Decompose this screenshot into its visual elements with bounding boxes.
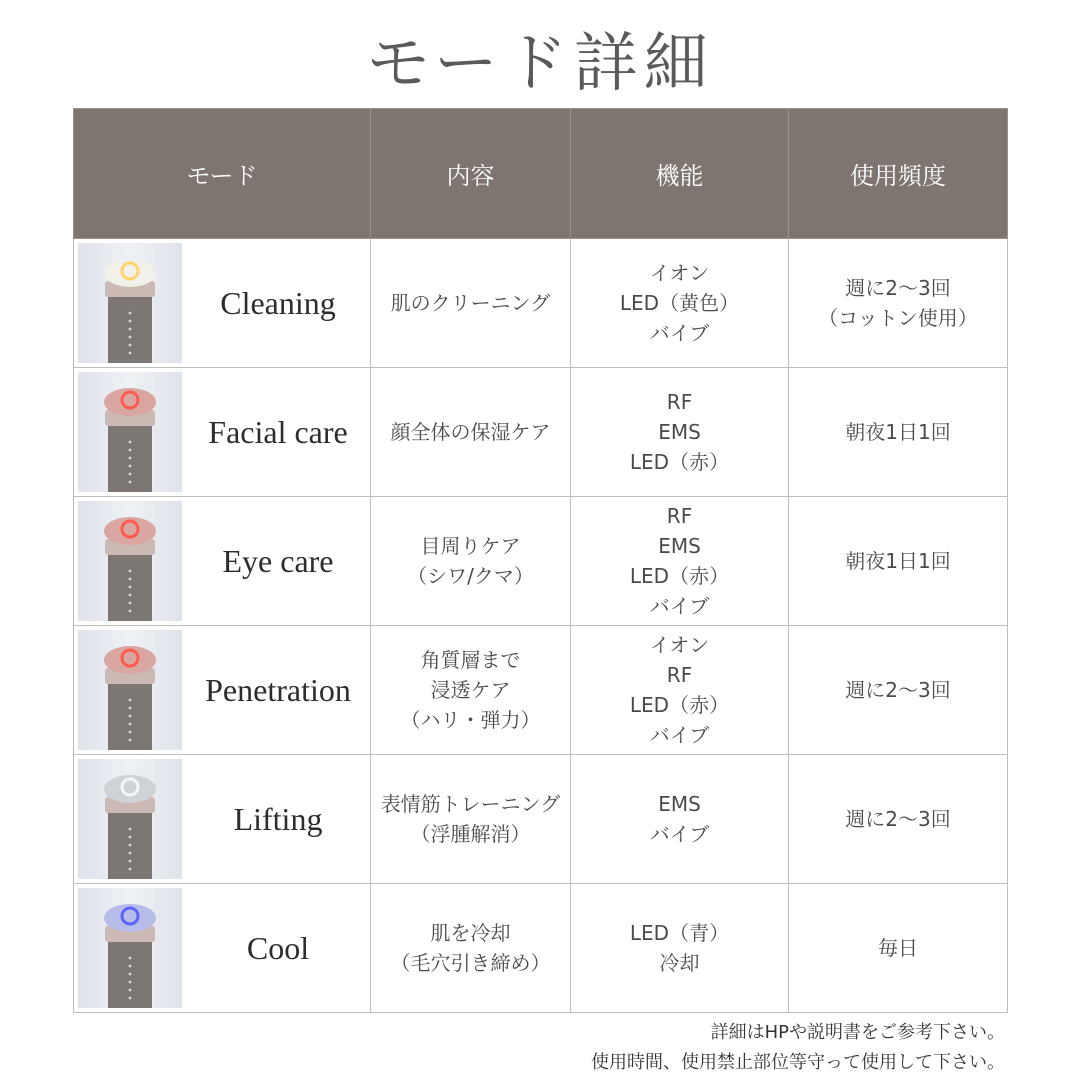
device-illustration	[78, 243, 182, 363]
device-dot	[129, 602, 132, 605]
mode-name: Cool	[246, 930, 310, 966]
frequency-line: 週に2〜3回	[845, 807, 951, 831]
device-dot	[129, 965, 132, 968]
content-line: 目周りケア	[420, 534, 521, 558]
device-illustration	[78, 501, 182, 621]
function-line: イオン	[649, 633, 710, 657]
function-cell	[571, 239, 789, 368]
frequency-line: 週に2〜3回	[845, 678, 951, 702]
content-line: 浸透ケア	[430, 678, 511, 702]
device-dot	[129, 981, 132, 984]
function-line: LED（青）	[629, 921, 730, 945]
mode-cell	[74, 626, 371, 755]
device-photo	[78, 759, 182, 879]
function-line: LED（赤）	[629, 450, 730, 474]
function-cell	[571, 368, 789, 497]
content-line: 表情筋トレーニング	[380, 792, 561, 816]
table-row	[74, 368, 1008, 497]
device-dot	[129, 836, 132, 839]
device-dot	[129, 610, 132, 613]
device-dot	[129, 586, 132, 589]
device-dot	[129, 739, 132, 742]
table-row	[74, 239, 1008, 368]
function-line: バイブ	[649, 822, 710, 846]
device-dot	[129, 449, 132, 452]
content-line: 顔全体の保湿ケア	[390, 420, 551, 444]
table-header-row	[74, 109, 1008, 239]
frequency-cell	[789, 884, 1008, 1013]
device-dot	[129, 868, 132, 871]
device-illustration	[78, 759, 182, 879]
mode-name: Lifting	[233, 801, 323, 837]
content-line: （浮腫解消）	[410, 822, 531, 846]
device-illustration	[78, 888, 182, 1008]
device-dot	[129, 715, 132, 718]
function-line: バイブ	[649, 723, 710, 747]
frequency-cell	[789, 755, 1008, 884]
frequency-line: 朝夜1日1回	[845, 549, 951, 573]
mode-name: Facial care	[208, 414, 348, 450]
table-row	[74, 755, 1008, 884]
device-dot	[129, 570, 132, 573]
page-title: モード詳細	[366, 27, 714, 101]
function-line: EMS	[658, 792, 701, 816]
header-frequency: 使用頻度	[789, 109, 1008, 239]
frequency-cell	[789, 497, 1008, 626]
device-dot	[129, 344, 132, 347]
function-line: RF	[666, 504, 693, 528]
mode-cell	[74, 884, 371, 1013]
content-cell	[371, 368, 571, 497]
device-dot	[129, 328, 132, 331]
frequency-line: （コットン使用）	[818, 306, 978, 330]
content-cell	[371, 884, 571, 1013]
mode-cell	[74, 755, 371, 884]
mode-name: Eye care	[222, 543, 334, 579]
device-dot	[129, 352, 132, 355]
content-line: 肌のクリーニング	[390, 291, 551, 315]
mode-name: Cleaning	[220, 285, 336, 321]
frequency-cell	[789, 626, 1008, 755]
device-dot	[129, 707, 132, 710]
device-dot	[129, 852, 132, 855]
device-illustration	[78, 372, 182, 492]
frequency-line: 朝夜1日1回	[845, 420, 951, 444]
header-function: 機能	[571, 109, 789, 239]
content-cell	[371, 239, 571, 368]
table-row	[74, 497, 1008, 626]
frequency-line: 毎日	[878, 936, 918, 960]
table-row	[74, 626, 1008, 755]
device-dot	[129, 465, 132, 468]
content-cell	[371, 626, 571, 755]
function-line: RF	[666, 390, 693, 414]
device-photo	[78, 372, 182, 492]
function-line: LED（赤）	[629, 693, 730, 717]
function-cell	[571, 755, 789, 884]
content-line: （シワ/クマ）	[407, 564, 534, 588]
content-cell	[371, 755, 571, 884]
mode-cell	[74, 239, 371, 368]
mode-cell	[74, 497, 371, 626]
frequency-cell	[789, 368, 1008, 497]
device-photo	[78, 630, 182, 750]
function-cell	[571, 626, 789, 755]
mode-table	[73, 108, 1008, 1013]
device-photo	[78, 501, 182, 621]
footnote-line: 使用時間、使用禁止部位等守って使用して下さい。	[591, 1052, 1005, 1073]
function-line: EMS	[658, 534, 701, 558]
header-mode: モード	[74, 109, 371, 239]
device-dot	[129, 312, 132, 315]
device-dot	[129, 844, 132, 847]
content-line: （毛穴引き締め）	[390, 951, 551, 975]
function-cell	[571, 497, 789, 626]
function-line: RF	[666, 663, 693, 687]
content-line: 肌を冷却	[430, 921, 511, 945]
content-line: （ハリ・弾力）	[400, 708, 541, 732]
device-dot	[129, 731, 132, 734]
device-photo	[78, 888, 182, 1008]
device-dot	[129, 699, 132, 702]
device-illustration	[78, 630, 182, 750]
device-dot	[129, 860, 132, 863]
device-dot	[129, 457, 132, 460]
function-line: 冷却	[659, 951, 700, 975]
function-cell	[571, 884, 789, 1013]
device-dot	[129, 320, 132, 323]
header-content: 内容	[371, 109, 571, 239]
mode-name: Penetration	[205, 672, 351, 708]
function-line: バイブ	[649, 594, 710, 618]
device-dot	[129, 441, 132, 444]
device-dot	[129, 473, 132, 476]
function-line: LED（黄色）	[619, 291, 740, 315]
frequency-cell	[789, 239, 1008, 368]
device-dot	[129, 481, 132, 484]
device-dot	[129, 957, 132, 960]
device-photo	[78, 243, 182, 363]
device-dot	[129, 578, 132, 581]
content-line: 角質層まで	[420, 648, 521, 672]
footnote-line: 詳細はHPや説明書をご参考下さい。	[710, 1022, 1005, 1043]
function-line: バイブ	[649, 321, 710, 345]
device-dot	[129, 336, 132, 339]
frequency-line: 週に2〜3回	[845, 276, 951, 300]
function-line: LED（赤）	[629, 564, 730, 588]
table-row	[74, 884, 1008, 1013]
content-cell	[371, 497, 571, 626]
device-dot	[129, 997, 132, 1000]
device-dot	[129, 973, 132, 976]
function-line: イオン	[649, 261, 710, 285]
function-line: EMS	[658, 420, 701, 444]
device-dot	[129, 594, 132, 597]
device-dot	[129, 828, 132, 831]
mode-cell	[74, 368, 371, 497]
footnotes	[591, 1018, 1005, 1078]
device-dot	[129, 989, 132, 992]
device-dot	[129, 723, 132, 726]
